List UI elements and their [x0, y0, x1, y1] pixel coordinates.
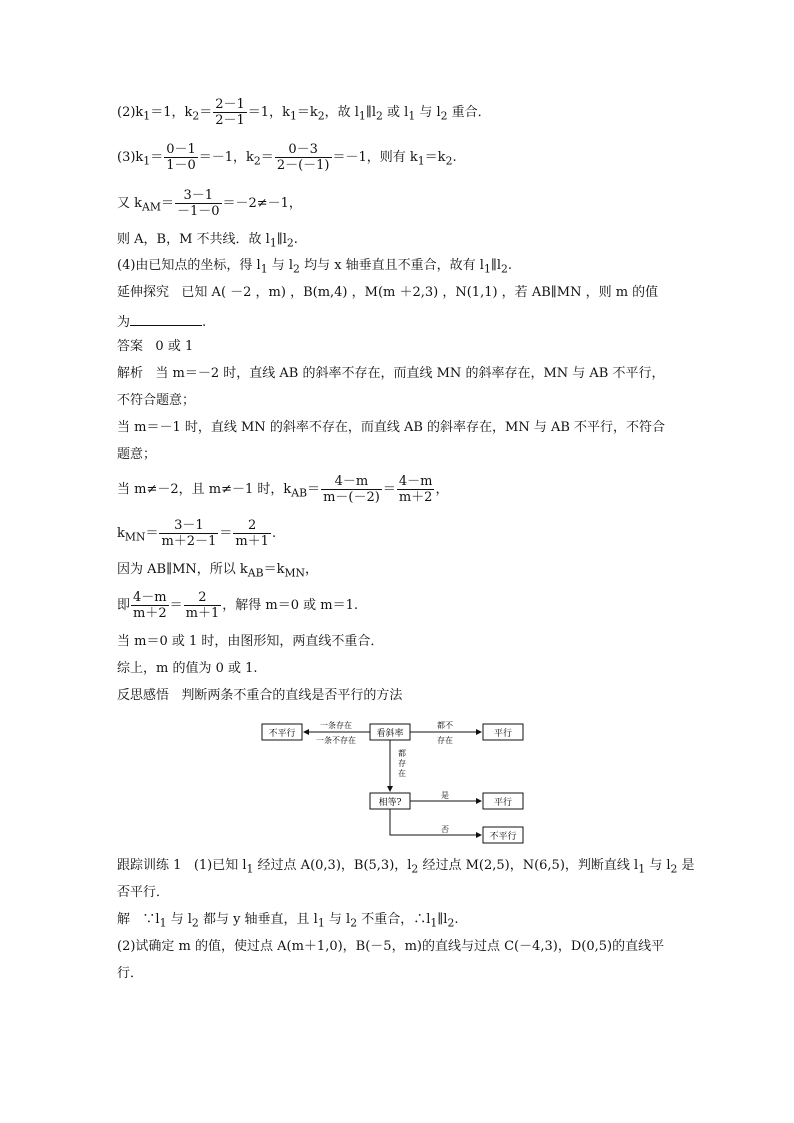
extension-question-cont: 为 .: [117, 312, 206, 331]
fraction: $\frac{3-1}{m+2-1}$: [161, 518, 217, 549]
analysis-line-3: 当 m＝－1 时，直线 MN 的斜率不存在，而直线 AB 的斜率存在，MN 与 AB 不平行，不符合: [117, 420, 666, 435]
line-kam: 又 $k_{AM}=$ $\frac{3-1}{-1-0}$ ＝－2≠－1，: [117, 188, 302, 219]
analysis-line-4: 题意；: [117, 447, 157, 462]
box-check-slope-label: 看斜率: [376, 729, 404, 739]
fraction: $\frac{3-1}{-1-0}$: [176, 188, 220, 219]
tracking-line-1: 跟踪训练 1 (1)已知 $l_1$ 经过点 A(0,3)，B(5,3)，$l_2$ 经过点 M(2,5)，N(6,5)，判断直线 $l_1$ 与 $l_2$ 是: [117, 858, 695, 876]
line-collinear: 则 A，B，M 不共线．故 $l_1\parallel l_2$.: [117, 232, 298, 250]
answer-value: 0 或 1: [155, 339, 194, 354]
analysis-line-8: 即 $\frac{4-m}{m+2}$ ＝ $\frac{2}{m+1}$ ，解得 m＝0 或 m＝1.: [117, 590, 358, 621]
line-4: (4)由已知点的坐标，得 $l_1$ 与 $l_2$ 均与 x 轴垂直且不重合，故有 $l_1\parallel l_2$.: [117, 258, 513, 276]
analysis-line-1: 解析 当 m＝－2 时，直线 AB 的斜率不存在，而直线 MN 的斜率存在，MN 与 AB 不平行，: [117, 366, 665, 381]
fraction: $\frac{4-m}{m-(-2)}$: [323, 474, 380, 505]
arrow-no: [390, 809, 481, 835]
label-yes: 是: [441, 791, 449, 800]
fraction: $\frac{2}{m+1}$: [235, 518, 269, 549]
label-one-not-exists: 一条不存在: [316, 736, 356, 745]
extension-label: 延伸探究: [117, 285, 170, 300]
box-not-parallel-bot-label: 不平行: [489, 832, 517, 842]
analysis-line-7: 因为 AB∥MN，所以 $k_{AB}=k_{MN}$，: [117, 562, 319, 580]
label-one-exists: 一条存在: [320, 721, 352, 730]
fraction: $\frac{2}{m+1}$: [185, 590, 220, 621]
box-not-parallel-label: 不平行: [268, 729, 296, 739]
flowchart-diagram: [255, 718, 535, 846]
tracking-line-2: 否平行．: [117, 885, 170, 900]
answer-line: [117, 339, 193, 355]
fraction: $\frac{2-1}{2-1}$: [215, 97, 245, 128]
line-3: $(3)k_1=$ $\frac{0-1}{1-0}$ ＝－1，$k_2=$ $\frac{0-3}{2-(-1)}$ ＝－1，则有 $k_1=k_2$.: [117, 142, 457, 173]
label-neither-1: 都不: [437, 721, 453, 730]
analysis-line-5: 当 m≠－2，且 m≠－1 时，$k_{AB}=$ $\frac{4-m}{m-(-2)}$ ＝ $\frac{4-m}{m+2}$ ，: [117, 474, 449, 505]
analysis-line-2: 不符合题意；: [117, 393, 196, 408]
line-2: $(2)k_1=1$，$k_2=$ $\frac{2-1}{2-1}$ ＝1，$k_1=k_2$，故 $l_1\parallel l_2$ 或 $l_1$ 与 $l_2$ 重合．: [117, 97, 491, 128]
label-no: 否: [441, 825, 449, 834]
fraction: $\frac{0-3}{2-(-1)}$: [276, 142, 330, 173]
analysis-label: 解析: [117, 366, 144, 381]
tracking-label: 跟踪训练 1: [117, 858, 182, 873]
box-parallel-top-label: 平行: [493, 729, 513, 739]
fraction: $\frac{4-m}{m+2}$: [133, 590, 167, 621]
reflection-label: 反思感悟: [117, 688, 170, 703]
answer-blank: [130, 312, 202, 326]
analysis-line-9: 当 m＝0 或 1 时，由图形知，两直线不重合．: [117, 634, 384, 649]
label-both-3: 在: [398, 769, 406, 778]
box-equal-label: 相等?: [378, 798, 402, 808]
extension-question: 延伸探究 已知 A( －2 ，m) ，B(m,4) ，M(m ＋2,3) ，N(1,1) ，若 AB∥MN ，则 m 的值: [117, 285, 659, 300]
label-both-2: 存: [398, 759, 406, 768]
solution-label: 解: [117, 912, 131, 927]
analysis-line-6: $k_{MN}=$ $\frac{3-1}{m+2-1}$ ＝ $\frac{2}{m+1}$ .: [117, 518, 277, 549]
answer-label: 答案: [117, 339, 144, 354]
solution-line: 解 $\because l_1$ 与 $l_2$ 都与 y 轴垂直，且 $l_1$ 与 $l_2$ 不重合，$\therefore l_1\parallel l_2$.: [117, 912, 459, 930]
analysis-line-10: 综上，m 的值为 0 或 1.: [117, 661, 258, 676]
label-neither-2: 存在: [437, 736, 453, 745]
box-parallel-mid-label: 平行: [493, 798, 513, 808]
reflection-line: 反思感悟 判断两条不重合的直线是否平行的方法: [117, 688, 403, 703]
label-both-1: 都: [398, 749, 406, 758]
fraction: $\frac{0-1}{1-0}$: [166, 142, 196, 173]
fraction: $\frac{4-m}{m+2}$: [398, 474, 433, 505]
question-2-line-1: (2)试确定 m 的值，使过点 A(m＋1,0)，B(－5，m)的直线与过点 C(－4,3)，D(0,5)的直线平: [117, 939, 665, 954]
question-2-line-2: 行．: [117, 966, 144, 981]
